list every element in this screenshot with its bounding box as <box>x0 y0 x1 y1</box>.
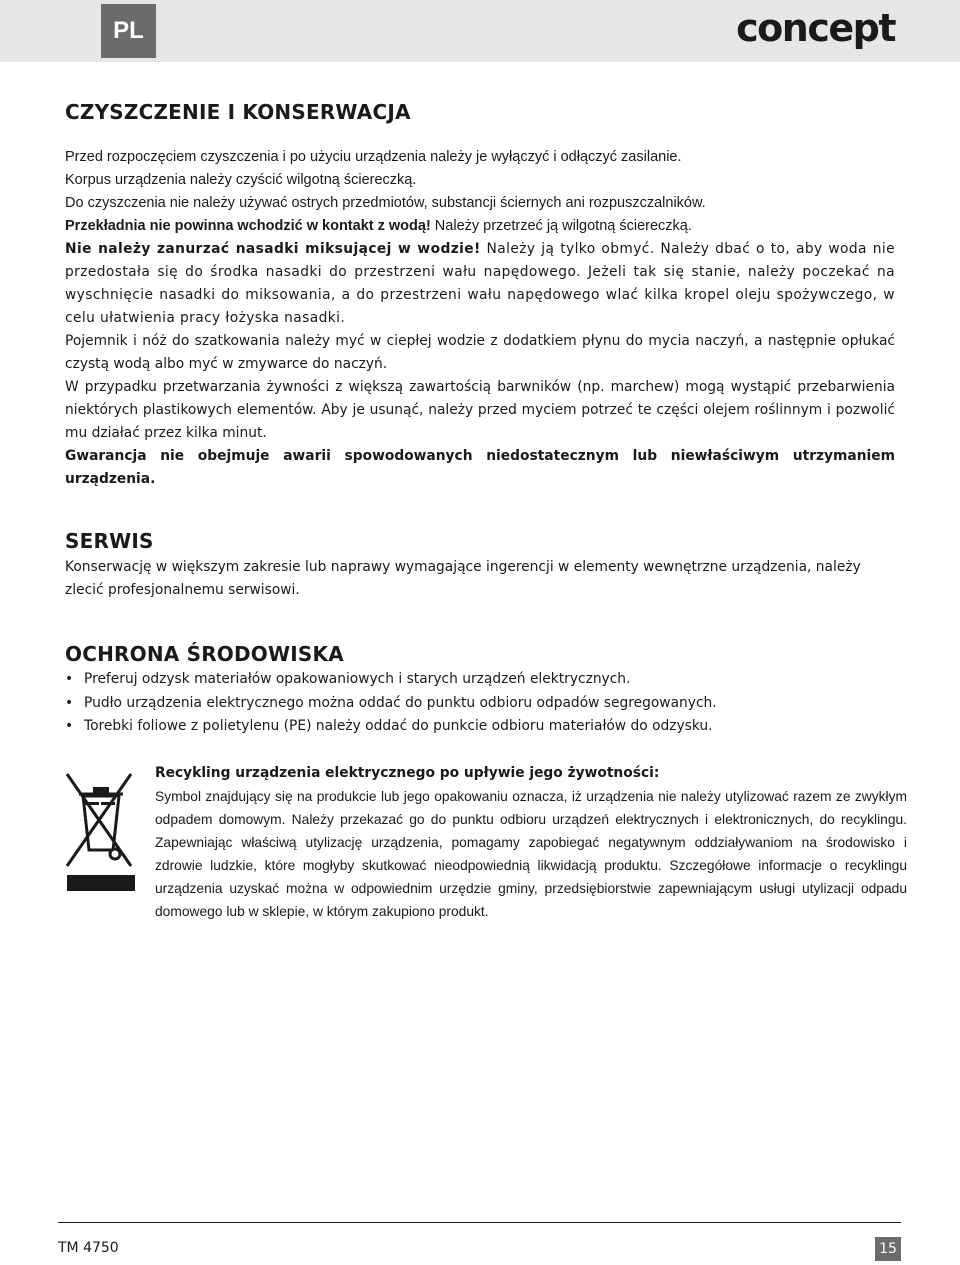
warranty-note: Gwarancja nie obejmuje awarii spowodowanych niedostatecznym lub niewłaściwym utrzymaniem urządzenia. <box>65 448 895 487</box>
bullet: • <box>65 694 74 711</box>
gear-instruction: Należy przetrzeć ją wilgotną ściereczką. <box>430 218 692 234</box>
list-item: • Torebki foliowe z polietylenu (PE) należy oddać do punkcie odbioru materiałów do odzysku. <box>65 715 895 739</box>
page-content <box>65 100 907 952</box>
cleaning-line-3: Do czyszczenia nie należy używać ostrych przedmiotów, substancji ściernych ani rozpuszczalników. <box>65 195 706 211</box>
environment-section <box>65 642 907 952</box>
cleaning-heading: CZYSZCZENIE I KONSERWACJA <box>65 100 411 124</box>
bullet: • <box>65 718 74 734</box>
cleaning-para-8 <box>65 445 895 491</box>
recycling-body: Symbol znajdujący się na produkcie lub jego opakowaniu oznacza, iż urządzenia nie należy utylizować razem ze zwykłym odpadem domowym. Należy przekazać go do punktu odbioru urządzeń elektrycznych i elektronicznych, do recyklingu. Zapewniając właściwą utylizację urządzenia, pomagamy zapobiegać negatywnym oddziaływaniom na środowisko i zdrowie ludzkie, które mogłyby skutkować nieodpowiednią likwidacją produktu. Szczegółowe informacje o recyklingu urządzenia uzyskać można w odpowiednim urzędzie gminy, przedsiębiorstwie zapewniającym usługi utylizacji odpadu domowego lub w sklepie, w którym zakupiono produkt. <box>155 788 907 919</box>
service-section <box>65 529 895 602</box>
model-number: TM 4750 <box>58 1240 119 1256</box>
list-item: • Pudło urządzenia elektrycznego można oddać do punktu odbioru odpadów segregowanych. <box>65 692 895 716</box>
recycling-text <box>155 762 907 923</box>
service-text: Konserwację w większym zakresie lub naprawy wymagające ingerencji w elementy wewnętrzne urządzenia, należy zlecić profesjonalnemu serwisowi. <box>65 559 861 598</box>
brand-logo: concept <box>736 6 895 50</box>
recycling-block <box>65 762 907 952</box>
cleaning-para-7: W przypadku przetwarzania żywności z większą zawartością barwników (np. marchew) mogą wystąpić przebarwienia niektórych plastikowych elementów. Aby je usunąć, należy przed myciem potrzeć te części olejem roślinnym i pozwolić mu działać przez kilka minut. <box>65 379 895 441</box>
language-badge: PL <box>101 4 156 58</box>
footer-divider <box>58 1222 901 1223</box>
service-heading: SERWIS <box>65 529 154 553</box>
page-number: 15 <box>875 1237 901 1261</box>
recycling-title: Recykling urządzenia elektrycznego po upływie jego żywotności: <box>155 764 660 781</box>
list-item: • Preferuj odzysk materiałów opakowaniowych i starych urządzeń elektrycznych. <box>65 668 895 692</box>
cleaning-section <box>65 100 895 491</box>
environment-heading: OCHRONA ŚRODOWISKA <box>65 642 344 666</box>
header-bar <box>0 0 960 62</box>
cleaning-para-6: Pojemnik i nóż do szatkowania należy myć w ciepłej wodzie z dodatkiem płynu do mycia naczyń, a następnie opłukać czystą wodą albo myć w zmywarce do naczyń. <box>65 333 895 372</box>
cleaning-para-5 <box>65 238 895 330</box>
environment-list <box>65 668 895 739</box>
immersion-instruction: Należy ją tylko obmyć. Należy dbać o to, aby woda nie przedostała się do środka nasadki do przestrzeni wału napędowego. Jeżeli tak się stanie, należy poczekać na wyschnięcie nasadki do miksowania, a do przestrzeni wału napędowego wlać kilka kropel oleju spożywczego, w celu ułatwienia pracy łożyska nasadki. <box>65 241 896 326</box>
cleaning-line-2: Korpus urządzenia należy czyścić wilgotną ściereczką. <box>65 172 417 188</box>
cleaning-line-4 <box>65 215 895 238</box>
bullet: • <box>65 671 74 687</box>
cleaning-line-1: Przed rozpoczęciem czyszczenia i po użyciu urządzenia należy je wyłączyć i odłączyć zasilanie. <box>65 149 682 165</box>
immersion-warning: Nie należy zanurzać nasadki miksującej w wodzie! <box>65 241 481 257</box>
crossed-out-wheelie-bin-icon <box>65 772 137 894</box>
gear-warning: Przekładnia nie powinna wchodzić w kontakt z wodą! <box>65 218 431 234</box>
